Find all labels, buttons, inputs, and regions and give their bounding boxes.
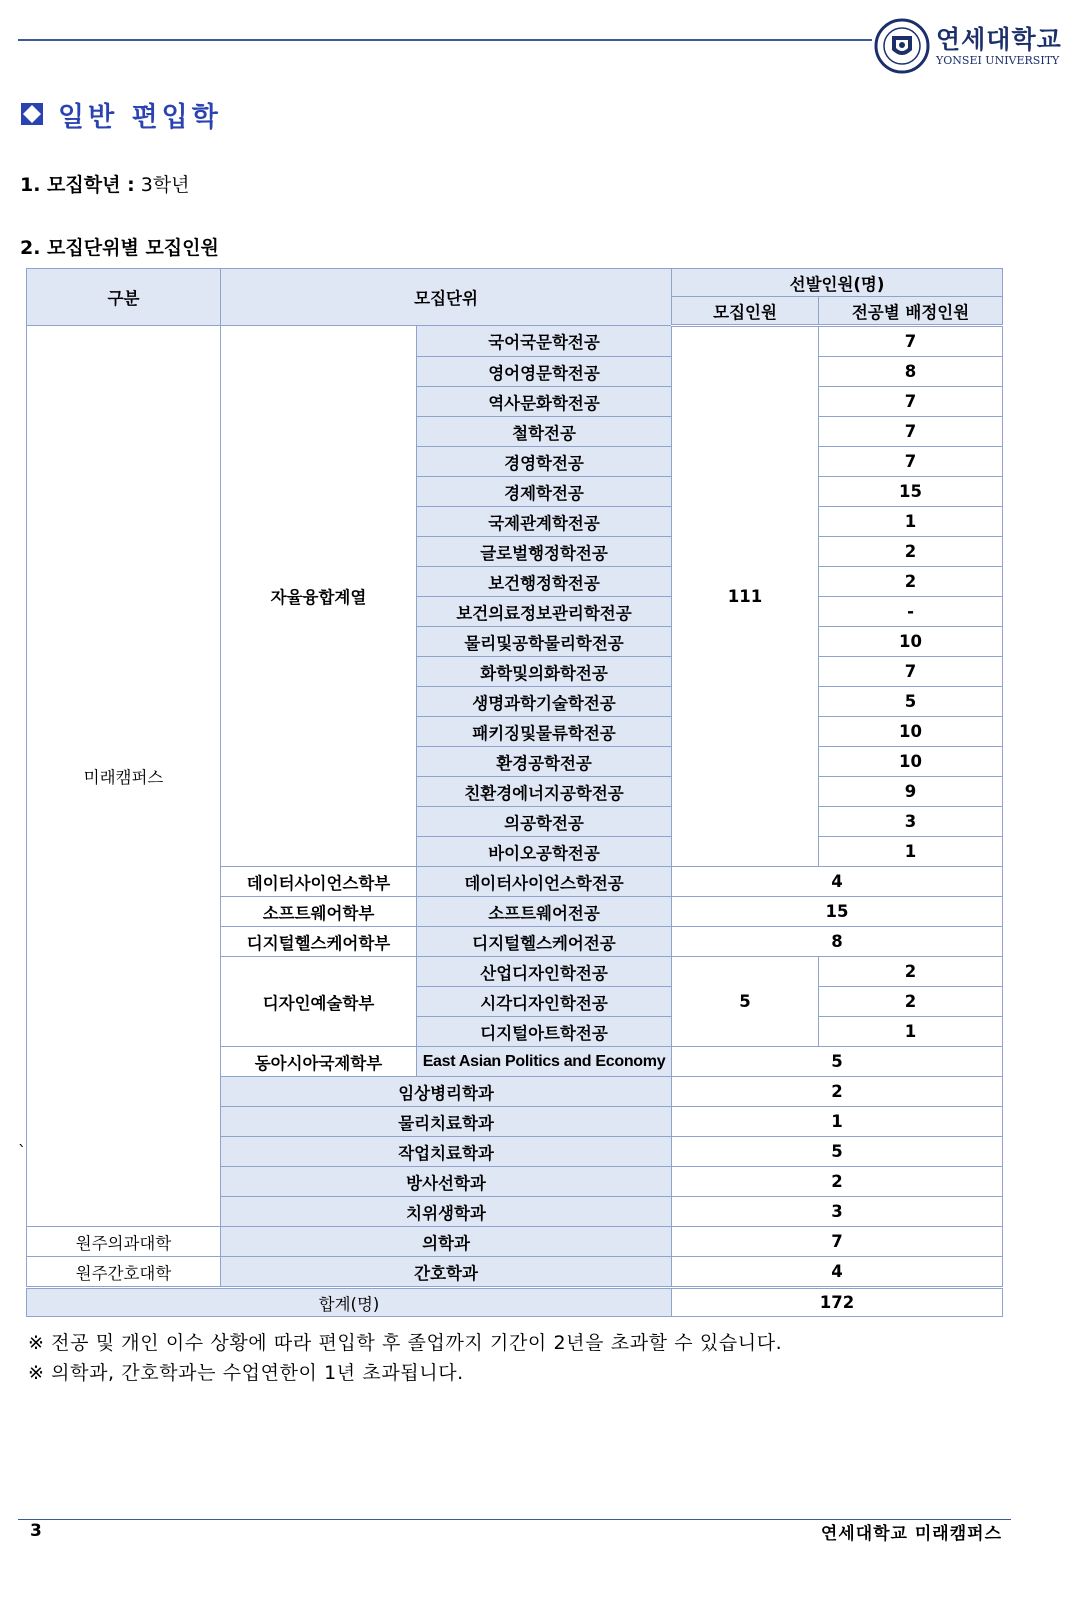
header-rule [18,39,872,41]
major-name: 글로벌행정학전공 [417,537,672,567]
major-count: 15 [819,477,1003,507]
campus-wonju-nursing: 원주간호대학 [27,1257,221,1288]
health-dept-name: 치위생학과 [221,1197,672,1227]
major-count: 1 [819,507,1003,537]
section-heading [20,96,222,132]
header-unit: 모집단위 [221,269,672,326]
health-dept-name: 방사선학과 [221,1167,672,1197]
major-count: 7 [819,447,1003,477]
major-name: 영어영문학전공 [417,357,672,387]
major-count: 2 [819,537,1003,567]
major-name: 패키징및물류학전공 [417,717,672,747]
group-design-total: 5 [672,957,819,1047]
major-count: 1 [819,1017,1003,1047]
major-name: 물리및공학물리학전공 [417,627,672,657]
header-per-major: 전공별 배정인원 [819,297,1003,326]
header-recruit: 모집인원 [672,297,819,326]
major-name: 보건의료정보관리학전공 [417,597,672,627]
major-name: 디지털아트학전공 [417,1017,672,1047]
recruitment-table [26,268,1003,1317]
health-dept-count: 2 [672,1077,1003,1107]
major-name: 경제학전공 [417,477,672,507]
major-name: 국어국문학전공 [417,326,672,357]
health-dept-name: 물리치료학과 [221,1107,672,1137]
major-count: 7 [819,657,1003,687]
diamond-bullet-icon [20,102,44,126]
dept-name: 동아시아국제학부 [221,1047,417,1077]
dept-count: 5 [672,1047,1003,1077]
header-selection: 선발인원(명) [672,269,1003,297]
major-count: 10 [819,717,1003,747]
note-duration: ※ 전공 및 개인 이수 상황에 따라 편입학 후 졸업까지 기간이 2년을 초과할 수 있습니다. [28,1332,783,1354]
page-number: 3 [30,1521,42,1541]
major-count: 1 [819,837,1003,867]
major-count: 7 [819,417,1003,447]
university-logo[interactable] [874,16,1062,72]
major-name: 환경공학전공 [417,747,672,777]
health-dept-name: 임상병리학과 [221,1077,672,1107]
campus-mirae: 미래캠퍼스 [27,326,221,1227]
major-name: 소프트웨어전공 [417,897,672,927]
major-count: 2 [819,567,1003,597]
group-liberal-total: 111 [672,326,819,867]
major-name: 디지털헬스케어전공 [417,927,672,957]
major-name: 데이터사이언스학전공 [417,867,672,897]
major-name: East Asian Politics and Economy [417,1047,672,1077]
major-name: 친환경에너지공학전공 [417,777,672,807]
major-name: 국제관계학전공 [417,507,672,537]
major-name: 시각디자인학전공 [417,987,672,1017]
major-count: 10 [819,627,1003,657]
major-name: 보건행정학전공 [417,567,672,597]
major-count: 2 [819,987,1003,1017]
header-category: 구분 [27,269,221,326]
health-dept-name: 작업치료학과 [221,1137,672,1167]
major-name: 생명과학기술학전공 [417,687,672,717]
wonju-medical-dept: 의학과 [221,1227,672,1257]
major-count: 7 [819,326,1003,357]
section-title: 일반 편입학 [58,101,222,133]
university-emblem-icon [874,18,930,74]
dept-count: 4 [672,867,1003,897]
note-medical: ※ 의학과, 간호학과는 수업연한이 1년 초과됩니다. [28,1362,464,1384]
major-name: 화학및의화학전공 [417,657,672,687]
major-count: 2 [819,957,1003,987]
major-count: - [819,597,1003,627]
wonju-nursing-count: 4 [672,1257,1003,1288]
major-name: 의공학전공 [417,807,672,837]
recruit-year-line [20,170,190,197]
dept-name: 디지털헬스케어학부 [221,927,417,957]
logo-name-en: YONSEI UNIVERSITY [936,54,1060,67]
major-count: 5 [819,687,1003,717]
logo-name-ko: 연세대학교 [936,25,1062,54]
recruit-by-unit-heading: 2. 모집단위별 모집인원 [20,237,219,259]
major-count: 8 [819,357,1003,387]
major-count: 9 [819,777,1003,807]
recruit-year-label: 1. 모집학년 : [20,174,135,196]
health-dept-count: 3 [672,1197,1003,1227]
group-liberal-name: 자율융합계열 [221,326,417,867]
total-label: 합계(명) [27,1288,672,1317]
major-name: 바이오공학전공 [417,837,672,867]
footer-campus-name: 연세대학교 미래캠퍼스 [820,1524,1002,1544]
wonju-nursing-dept: 간호학과 [221,1257,672,1288]
major-name: 철학전공 [417,417,672,447]
major-name: 산업디자인학전공 [417,957,672,987]
major-count: 10 [819,747,1003,777]
dept-count: 8 [672,927,1003,957]
major-count: 3 [819,807,1003,837]
campus-wonju-medical: 원주의과대학 [27,1227,221,1257]
stray-mark: ` [18,1142,26,1161]
health-dept-count: 2 [672,1167,1003,1197]
total-value: 172 [672,1288,1003,1317]
dept-count: 15 [672,897,1003,927]
major-name: 역사문화학전공 [417,387,672,417]
recruit-year-value: 3학년 [140,174,190,196]
health-dept-count: 1 [672,1107,1003,1137]
dept-name: 데이터사이언스학부 [221,867,417,897]
health-dept-count: 5 [672,1137,1003,1167]
wonju-medical-count: 7 [672,1227,1003,1257]
major-name: 경영학전공 [417,447,672,477]
dept-name: 소프트웨어학부 [221,897,417,927]
major-count: 7 [819,387,1003,417]
group-design-name: 디자인예술학부 [221,957,417,1047]
